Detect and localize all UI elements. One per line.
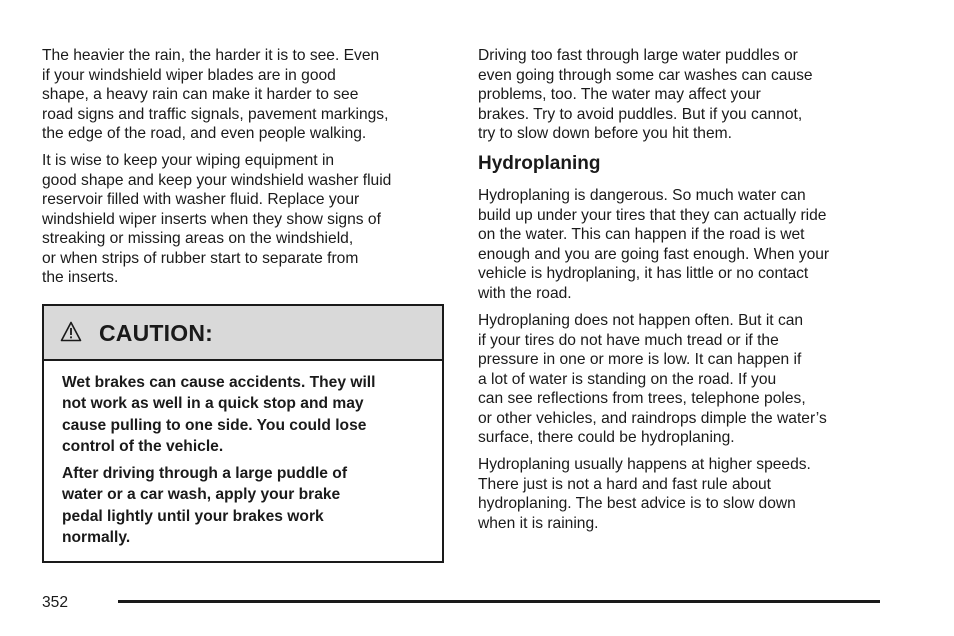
footer-rule	[118, 600, 880, 603]
caution-header	[44, 306, 442, 361]
caution-title: CAUTION:	[99, 320, 214, 346]
hydroplaning-danger-paragraph: Hydroplaning is dangerous. So much water can build up under your tires that they can actually ride on the water. This can happen if the road is wet enough and you are going fast enough. When your vehicle is hydroplaning, it has little or no contact with the road.	[478, 187, 830, 302]
hydroplaning-causes-paragraph: Hydroplaning does not happen often. But it can if your tires do not have much tread or if the pressure in one or more is low. It can happen if a lot of water is standing on the road. If you can see reflections from trees, telephone poles, or other vehicles, and raindrops dimple the water’s surface, there could be hydroplaning.	[478, 312, 827, 446]
caution-box	[42, 304, 444, 563]
water-puddles-paragraph: Driving too fast through large water puddles or even going through some car washes can cause problems, too. The water may affect your brakes. Try to avoid puddles. But if you cannot, try to slow down before you hit them.	[478, 47, 813, 142]
page-number: 352	[42, 594, 69, 611]
wet-brakes-warning: Wet brakes can cause accidents. They will not work as well in a quick stop and may cause pulling to one side. You could lose control of the vehicle.	[62, 374, 376, 455]
hydroplaning-speed-paragraph: Hydroplaning usually happens at higher speeds. There just is not a hard and fast rule about hydroplaning. The best advice is to slow down when it is raining.	[478, 456, 811, 532]
warning-triangle-icon	[60, 321, 82, 342]
rain-visibility-paragraph: The heavier the rain, the harder it is to see. Even if your windshield wiper blades are in good shape, a heavy rain can make it harder to see road signs and traffic signals, pavement markings, the edge of the road, and even people walking.	[42, 47, 389, 142]
hydroplaning-heading: Hydroplaning	[478, 153, 601, 174]
brake-drying-instruction: After driving through a large puddle of water or a car wash, apply your brake pedal lightly until your brakes work normally.	[62, 465, 348, 546]
wiping-equipment-paragraph: It is wise to keep your wiping equipment in good shape and keep your windshield washer fluid reservoir filled with washer fluid. Replace your windshield wiper inserts when they show signs of streaking or missing areas on the windshield, or when strips of rubber start to separate from the inserts.	[42, 152, 392, 286]
